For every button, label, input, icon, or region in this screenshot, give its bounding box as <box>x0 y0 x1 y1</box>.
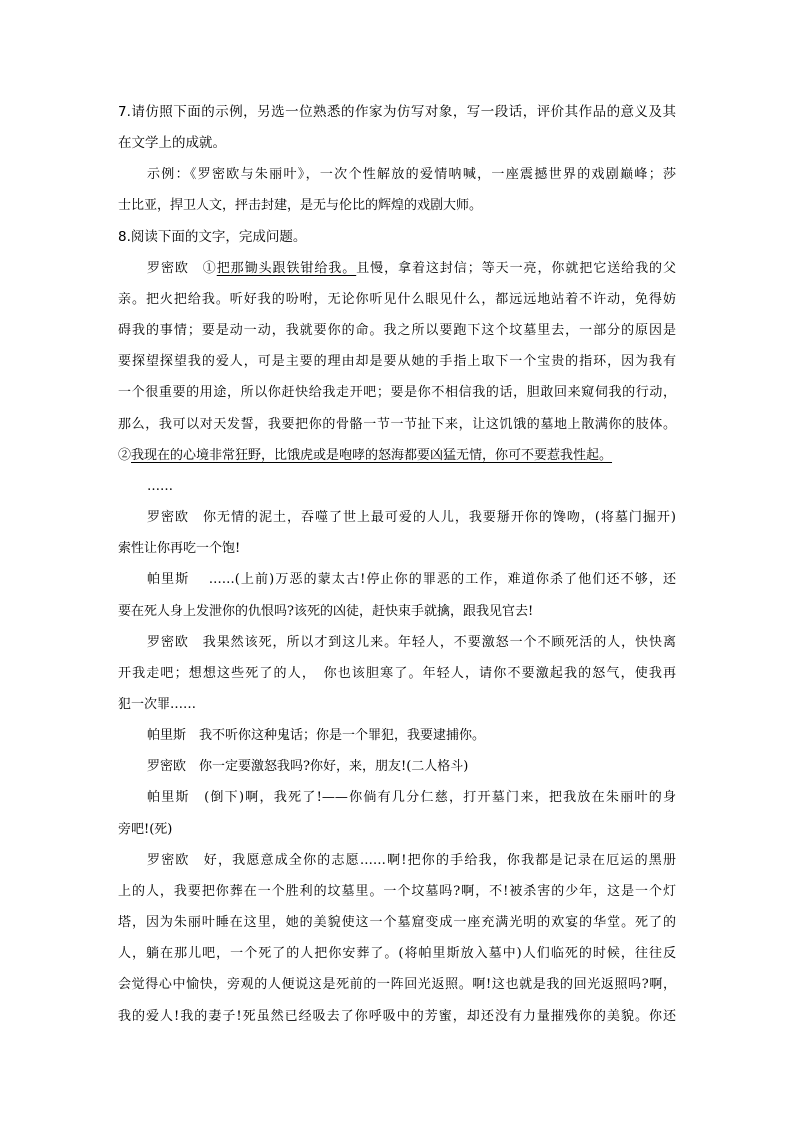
passage-line: 罗密欧 你无情的泥土，吞噬了世上最可爱的人儿，我要掰开你的馋吻，(将墓门掘开) <box>147 510 676 526</box>
passage-line: 人，躺在那儿吧，一个死了的人把你安葬了。(将帕里斯放入墓中)人们临死的时候，往往反 <box>118 946 676 962</box>
passage-line: 索性让你再吃一个饱! <box>118 541 241 557</box>
passage-line: 我的爱人!我的妻子!死虽然已经吸去了你呼吸中的芳蜜，却还没有力量摧残你的美貌。你还 <box>118 1008 676 1024</box>
passage-line: 碍我的事情；要是动一动，我就要你的命。我之所以要跑下这个坟墓里去，一部分的原因是 <box>118 323 676 339</box>
passage-line: 旁吧!(死) <box>118 821 173 837</box>
passage-paragraph <box>118 502 676 564</box>
passage-ellipsis: …… <box>147 478 173 494</box>
question-7-example-line: 士比亚，捍卫人文，抨击封建，是无与伦比的辉煌的戏剧大师。 <box>118 198 483 214</box>
document-page <box>118 97 676 1032</box>
passage-paragraph <box>118 253 676 471</box>
passage-paragraph <box>118 627 676 720</box>
passage-paragraph <box>118 782 676 844</box>
passage-paragraph <box>118 751 676 782</box>
passage <box>118 253 676 1032</box>
passage-line: 亲。把火把给我。听好我的吩咐，无论你听见什么眼见什么，都远远地站着不许动，免得妨 <box>118 291 676 307</box>
passage-line: 帕里斯 (倒下)啊，我死了!——你倘有几分仁慈，打开墓门来，把我放在朱丽叶的身 <box>147 790 676 806</box>
passage-line: 要探望探望我的爱人，可是主要的理由却是要从她的手指上取下一个宝贵的指环，因为我有 <box>118 354 676 370</box>
passage-line: 罗密欧 你一定要激怒我吗?你好，来，朋友!(二人格斗) <box>147 759 469 775</box>
passage-line: 罗密欧 我果然该死，所以才到这儿来。年轻人，不要激怒一个不顾死活的人，快快离 <box>147 634 676 650</box>
passage-line: 罗密欧 好，我愿意成全你的志愿……啊!把你的手给我，你我都是记录在厄运的黑册 <box>147 852 676 868</box>
question-7-prompt-line: 在文学上的成就。 <box>118 135 226 152</box>
passage-line <box>118 253 676 284</box>
passage-line: 塔，因为朱丽叶睡在这里，她的美貌使这一个墓窟变成一座充满光明的欢宴的华堂。死了的 <box>118 915 676 931</box>
question-8-prompt: 8.阅读下面的文字，完成问题。 <box>118 228 307 245</box>
underlined-sentence-1: 把那锄头跟铁钳给我。 <box>216 260 357 276</box>
passage-paragraph <box>118 720 676 751</box>
passage-line: 一个很重要的用途，所以你赶快给我走开吧；要是你不相信我的话，胆敢回来窥伺我的行动， <box>118 385 676 401</box>
passage-line: 上的人，我要把你葬在一个胜利的坟墓里。一个坟墓吗?啊，不!被杀害的少年，这是一个灯 <box>118 883 676 899</box>
underlined-sentence-2: 我现在的心境非常狂野，比饿虎或是咆哮的怒海都要凶猛无情，你可不要惹我性起。 <box>131 447 613 463</box>
passage-line: 会觉得心中愉快，旁观的人便说这是死前的一阵回光返照。啊!这也就是我的回光返照吗?啊， <box>118 977 676 993</box>
speaker-and-marker: 罗密欧 ① <box>147 260 217 276</box>
passage-line: 要在死人身上发泄你的仇恨吗?该死的凶徒，赶快束手就擒，跟我见官去! <box>118 603 534 619</box>
passage-line: 开我走吧；想想这些死了的人， 你也该胆寒了。年轻人，请你不要激起我的怒气，使我再 <box>118 665 676 681</box>
passage-line: 那么，我可以对天发誓，我要把你的骨骼一节一节扯下来，让这饥饿的墓地上散满你的肢体。 <box>118 416 676 432</box>
line-text: 且慢，拿着这封信；等天一亮，你就把它送给我的父 <box>356 260 676 276</box>
passage-line <box>118 440 676 471</box>
passage-paragraph <box>118 564 676 626</box>
question-7 <box>118 97 676 222</box>
question-7-example-line: 示例：《罗密欧与朱丽叶》，一次个性解放的爱情呐喊，一座震撼世界的戏剧巅峰；莎 <box>147 167 676 183</box>
passage-line: 犯一次罪…… <box>118 696 197 712</box>
passage-line: 帕里斯 我不听你这种鬼话；你是一个罪犯，我要逮捕你。 <box>147 728 486 744</box>
sentence-marker-2: ② <box>118 447 132 463</box>
question-8 <box>118 222 676 1032</box>
question-7-prompt-line: 7.请仿照下面的示例，另选一位熟悉的作家为仿写对象，写一段话，评价其作品的意义及其 <box>118 104 676 120</box>
passage-line: 帕里斯 ……(上前)万恶的蒙太古!停止你的罪恶的工作，难道你杀了他们还不够，还 <box>147 572 676 588</box>
passage-paragraph <box>118 845 676 1032</box>
